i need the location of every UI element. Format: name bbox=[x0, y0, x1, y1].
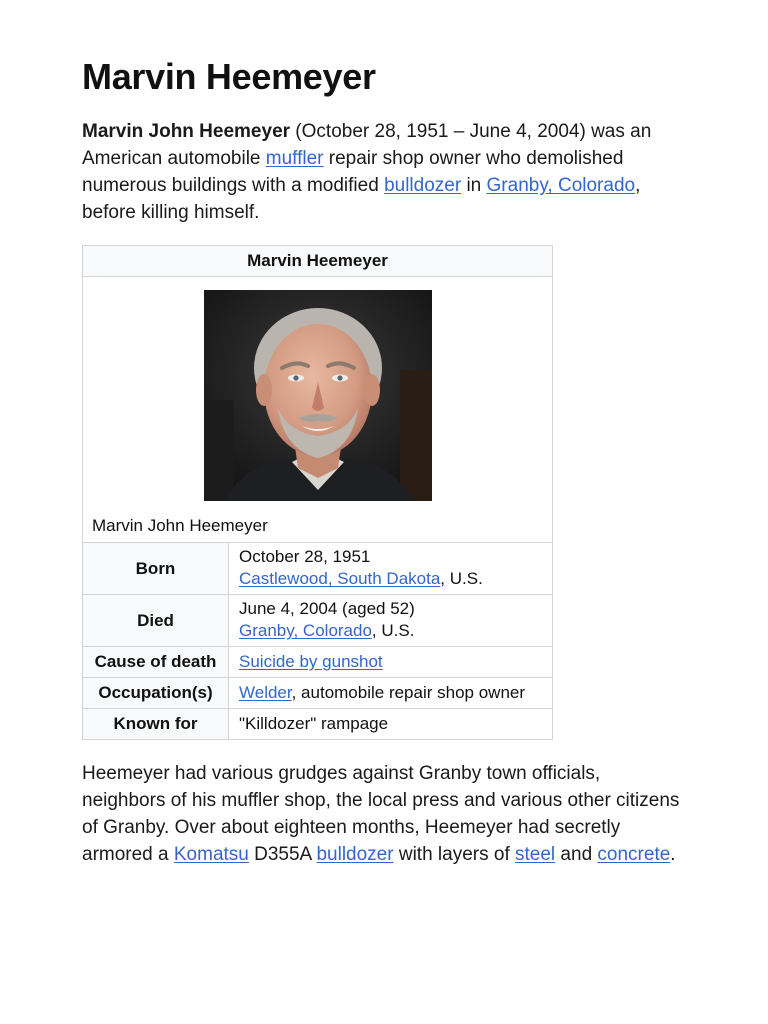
lead-text-4: , before killing himself. bbox=[82, 175, 641, 223]
infobox-label-born: Born bbox=[83, 543, 229, 594]
infobox-value-born bbox=[229, 543, 552, 594]
link-granby-colorado-died[interactable]: Granby, Colorado bbox=[239, 621, 372, 640]
body-text-1: Heemeyer had various grudges against Granby town officials, neighbors of his muffler shop, the local press and various other citizens of Granby. Over about eighteen months, Heemeyer had secretly armored a bbox=[82, 763, 680, 865]
infobox-value-known-for: "Killdozer" rampage bbox=[239, 714, 389, 733]
infobox-label-known-for: Known for bbox=[83, 709, 229, 739]
image-caption: Marvin John Heemeyer bbox=[92, 516, 268, 535]
infobox-label-cause-of-death: Cause of death bbox=[83, 647, 229, 677]
died-date: June 4, 2004 (aged 52) bbox=[239, 599, 415, 618]
lead-paragraph bbox=[82, 118, 686, 226]
infobox-label-occupation: Occupation(s) bbox=[83, 678, 229, 708]
infobox-value-cause-of-death bbox=[229, 647, 552, 677]
infobox-value-occupation bbox=[229, 678, 552, 708]
infobox-row-occupation bbox=[83, 678, 552, 709]
occupation-suffix: , automobile repair shop owner bbox=[291, 683, 526, 702]
lead-bold-name: Marvin John Heemeyer bbox=[82, 121, 291, 142]
born-place-suffix: , U.S. bbox=[440, 569, 483, 588]
link-granby-colorado[interactable]: Granby, Colorado bbox=[486, 175, 636, 196]
lead-text-3: in bbox=[461, 175, 487, 196]
infobox bbox=[82, 245, 553, 740]
body-paragraph bbox=[82, 760, 686, 868]
infobox-row-known-for bbox=[83, 709, 552, 739]
link-steel[interactable]: steel bbox=[515, 844, 556, 865]
infobox-row-born bbox=[83, 543, 552, 595]
infobox-row-cause-of-death bbox=[83, 647, 552, 678]
body-text-3: with layers of bbox=[393, 844, 516, 865]
portrait-image[interactable] bbox=[204, 290, 432, 501]
link-muffler[interactable]: muffler bbox=[265, 148, 324, 169]
infobox-label-died: Died bbox=[83, 595, 229, 646]
infobox-image-section bbox=[83, 277, 552, 543]
died-place bbox=[239, 620, 542, 642]
body-text-4: and bbox=[555, 844, 598, 865]
lead-text-2: repair shop owner who demolished numerous buildings with a modified bbox=[82, 148, 624, 196]
link-suicide-by-gunshot[interactable]: Suicide by gunshot bbox=[239, 652, 383, 671]
body-text-2: D355A bbox=[248, 844, 317, 865]
body-text-5: . bbox=[670, 844, 676, 865]
lead-text-1: (October 28, 1951 – June 4, 2004) was an American automobile bbox=[82, 121, 652, 169]
infobox-value-died bbox=[229, 595, 552, 646]
link-concrete[interactable]: concrete bbox=[597, 844, 671, 865]
born-place bbox=[239, 568, 542, 590]
infobox-row-died bbox=[83, 595, 552, 647]
link-castlewood-south-dakota[interactable]: Castlewood, South Dakota bbox=[239, 569, 441, 588]
link-bulldozer[interactable]: bulldozer bbox=[384, 175, 462, 196]
infobox-title: Marvin Heemeyer bbox=[83, 246, 552, 277]
born-date: October 28, 1951 bbox=[239, 547, 371, 566]
link-bulldozer-body[interactable]: bulldozer bbox=[316, 844, 394, 865]
page-title: Marvin Heemeyer bbox=[82, 56, 376, 97]
link-komatsu[interactable]: Komatsu bbox=[173, 844, 249, 865]
died-place-suffix: , U.S. bbox=[371, 621, 415, 640]
link-welder[interactable]: Welder bbox=[239, 683, 292, 702]
